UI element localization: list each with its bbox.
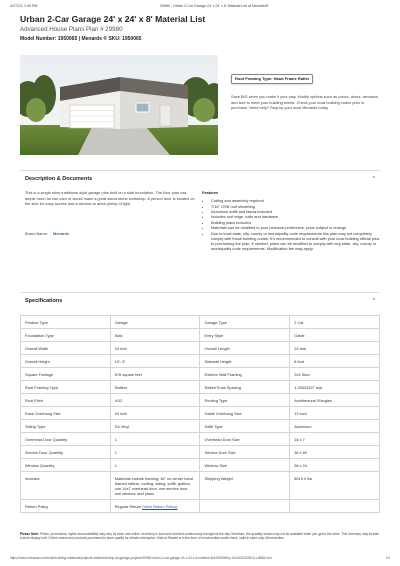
spec-key: Sidewall Height	[200, 355, 290, 368]
brand-name-label: Brand Name:	[25, 231, 48, 236]
side-panel	[231, 67, 381, 111]
spec-value: Aluminum	[290, 420, 380, 433]
spec-value: 1	[110, 433, 200, 446]
sku-number: Menards ® SKU: 1950065	[81, 36, 142, 42]
spec-key	[200, 500, 290, 513]
spec-value: Rafters	[110, 381, 200, 394]
spec-value: 1	[110, 459, 200, 472]
spec-value: 1.33333327 foot	[290, 381, 380, 394]
chevron-up-icon[interactable]: ^	[372, 298, 375, 304]
spec-key: Roofing Type	[200, 394, 290, 407]
specifications-section-header[interactable]	[20, 292, 380, 306]
specifications-table	[20, 315, 380, 513]
spec-key: Soffit Type	[200, 420, 290, 433]
spec-key: Entry Style	[200, 329, 290, 342]
product-title: Urban 2-Car Garage 24' x 24' x 8' Material List	[20, 14, 206, 24]
spec-key: Window Quantity	[21, 459, 111, 472]
print-doc-title: 29980 - Urban 2-Car Garage 24' x 24' x 8' Material List at Menards®	[160, 4, 269, 8]
table-row	[21, 420, 380, 433]
table-row	[21, 459, 380, 472]
brand-name-row	[25, 231, 69, 236]
table-row	[21, 433, 380, 446]
table-row	[21, 446, 380, 459]
spec-value: D4 Vinyl	[110, 420, 200, 433]
table-row	[21, 500, 380, 513]
table-row	[21, 381, 380, 394]
table-row	[21, 329, 380, 342]
list-item: • Materials can be modified to your personal preference, price subject to change	[211, 225, 382, 230]
spec-key: Product Type	[21, 316, 111, 329]
brand-name-value: Menards	[53, 231, 70, 236]
spec-value: 576 square feet	[110, 368, 200, 381]
spec-value: 24 foot	[290, 342, 380, 355]
spec-value: 8 foot	[290, 355, 380, 368]
spec-value: 13'- 9"	[110, 355, 200, 368]
side-panel-text: Save BIG when you make it your way. Modify options such as colors, doors, windows, and size to meet your building needs. Check your local building codes prior to purchase. Need help? Stop by your local Menards today.	[231, 94, 379, 111]
spec-value: Gable	[290, 329, 380, 342]
list-item: • Aluminum soffit and fascia included	[211, 209, 382, 214]
spec-key: Service Door Quantity	[21, 446, 111, 459]
list-item: • Due to local state, city, county or municipality code requirements this plan may not completely comply with those building codes. It's recommended to consult with your local building official prior to purchasing the plan. If needed, plans can be modified to comply with any state, city, county or municipality code requirements. Modification fee may apply.	[211, 231, 382, 252]
please-note-label: Please Note:	[20, 532, 40, 536]
list-item: • Building plans included	[211, 220, 382, 225]
description-text: This is a single story traditional style garage plan built on a slab foundation. The floor plan has ample room for two cars or would make a great stand-alone workshop. A person door is located on the side for easy access and a window to allow plenty of light.	[25, 190, 195, 207]
product-subtitle: Advanced House Plans Plan # 29980	[20, 26, 123, 33]
spec-value: 16 x 7	[290, 433, 380, 446]
spec-value: 24 inch	[110, 407, 200, 420]
spec-key: Service Door Size	[200, 446, 290, 459]
spec-key: Gable Overhang Size	[200, 407, 290, 420]
spec-key: Eave Overhang Size	[21, 407, 111, 420]
table-row	[21, 394, 380, 407]
spec-value: Materials include framing; 16" on center hand framed rafters, roofing, siding, soffit, gutters, one 16x7 overhead door, one service door, one window, and plans	[110, 472, 200, 500]
features-header: Features	[202, 190, 219, 195]
please-note	[20, 532, 380, 540]
spec-value: 4/12	[110, 394, 200, 407]
list-item: • Includes roof edge, nails and hardware	[211, 214, 382, 219]
specifications-header-label: Specifications	[25, 298, 63, 304]
print-page-number: 1/2	[385, 556, 390, 560]
spec-key: Roof Pitch	[21, 394, 111, 407]
spec-key: Rafter/Truss Spacing	[200, 381, 290, 394]
spec-key: Window Size	[200, 459, 290, 472]
spec-key: Return Policy	[21, 500, 111, 513]
spec-value: 8019.0 lbs	[290, 472, 380, 500]
garage-illustration	[20, 55, 218, 155]
list-item: • Cutting and assembly required	[211, 198, 382, 203]
description-header-label: Description & Documents	[25, 176, 93, 182]
spec-value: 2x4 Stud	[290, 368, 380, 381]
model-sku-line	[20, 36, 142, 42]
spec-value	[110, 500, 200, 513]
please-note-text: Prices, promotions, styles and availability may vary by store and online. Inventory is sold and received continuously throughout the day; therefore, the quantity shown may not be available when you get to the store. This inventory may include a store display unit. Online orders and products purchased in store qualify for rebate redemption. Mail-In Rebate is in the form of merchandise credit check, valid in store only. Merchandise	[20, 532, 379, 541]
spec-key: Siding Type	[21, 420, 111, 433]
spec-key: Overall Width	[21, 342, 111, 355]
table-row	[21, 316, 380, 329]
spec-value: 1	[110, 446, 200, 459]
spec-key: Shipping Weight	[200, 472, 290, 500]
spec-value: Garage	[110, 316, 200, 329]
table-row	[21, 342, 380, 355]
model-separator: |	[78, 36, 81, 42]
spec-key: Square Footage	[21, 368, 111, 381]
table-row	[21, 355, 380, 368]
spec-key: Overall Length	[200, 342, 290, 355]
spec-key: Overhead Door Size	[200, 433, 290, 446]
spec-value: 36 x 24	[290, 459, 380, 472]
list-item: • 7/16" OSB roof sheathing	[211, 204, 382, 209]
spec-key: Roof Framing Type	[21, 381, 111, 394]
spec-value: 12 inch	[290, 407, 380, 420]
table-row	[21, 368, 380, 381]
features-list	[211, 198, 382, 251]
spec-value	[290, 500, 380, 513]
spec-value: 2 Car	[290, 316, 380, 329]
view-return-policy-link[interactable]: (View Return Policy)	[142, 503, 178, 509]
spec-value: Slab	[110, 329, 200, 342]
spec-key: Garage Type	[200, 316, 290, 329]
product-image[interactable]	[20, 55, 218, 155]
spec-key: Includes	[21, 472, 111, 500]
spec-value: Architectural Shingles	[290, 394, 380, 407]
spec-key: Foundation Type	[21, 329, 111, 342]
description-section-header[interactable]	[20, 170, 380, 182]
table-row	[21, 407, 380, 420]
chevron-up-icon[interactable]: ^	[372, 176, 375, 182]
return-policy-text: Regular Return	[114, 503, 142, 509]
spec-key: Exterior Wall Framing	[200, 368, 290, 381]
print-date: 4/27/23, 1:49 PM	[10, 4, 38, 8]
spec-value: 36 x 80	[290, 446, 380, 459]
table-row	[21, 472, 380, 500]
spec-key: Overall Height	[21, 355, 111, 368]
features-block	[202, 190, 382, 252]
model-number: Model Number: 1950065	[20, 36, 78, 42]
spec-key: Overhead Door Quantity	[21, 433, 111, 446]
spec-value: 24 foot	[110, 342, 200, 355]
roof-framing-badge[interactable]: Roof Framing Type: Hand Frame Rafter	[231, 74, 313, 84]
print-url: https://www.menards.com/main/building-materials/projects-sheltered/shop-all-garage-projects/29980-urban-2-car-garage-24-x-24-x-8-material-list/1950065/p-1444432303913-c-8881.htm	[10, 556, 272, 560]
